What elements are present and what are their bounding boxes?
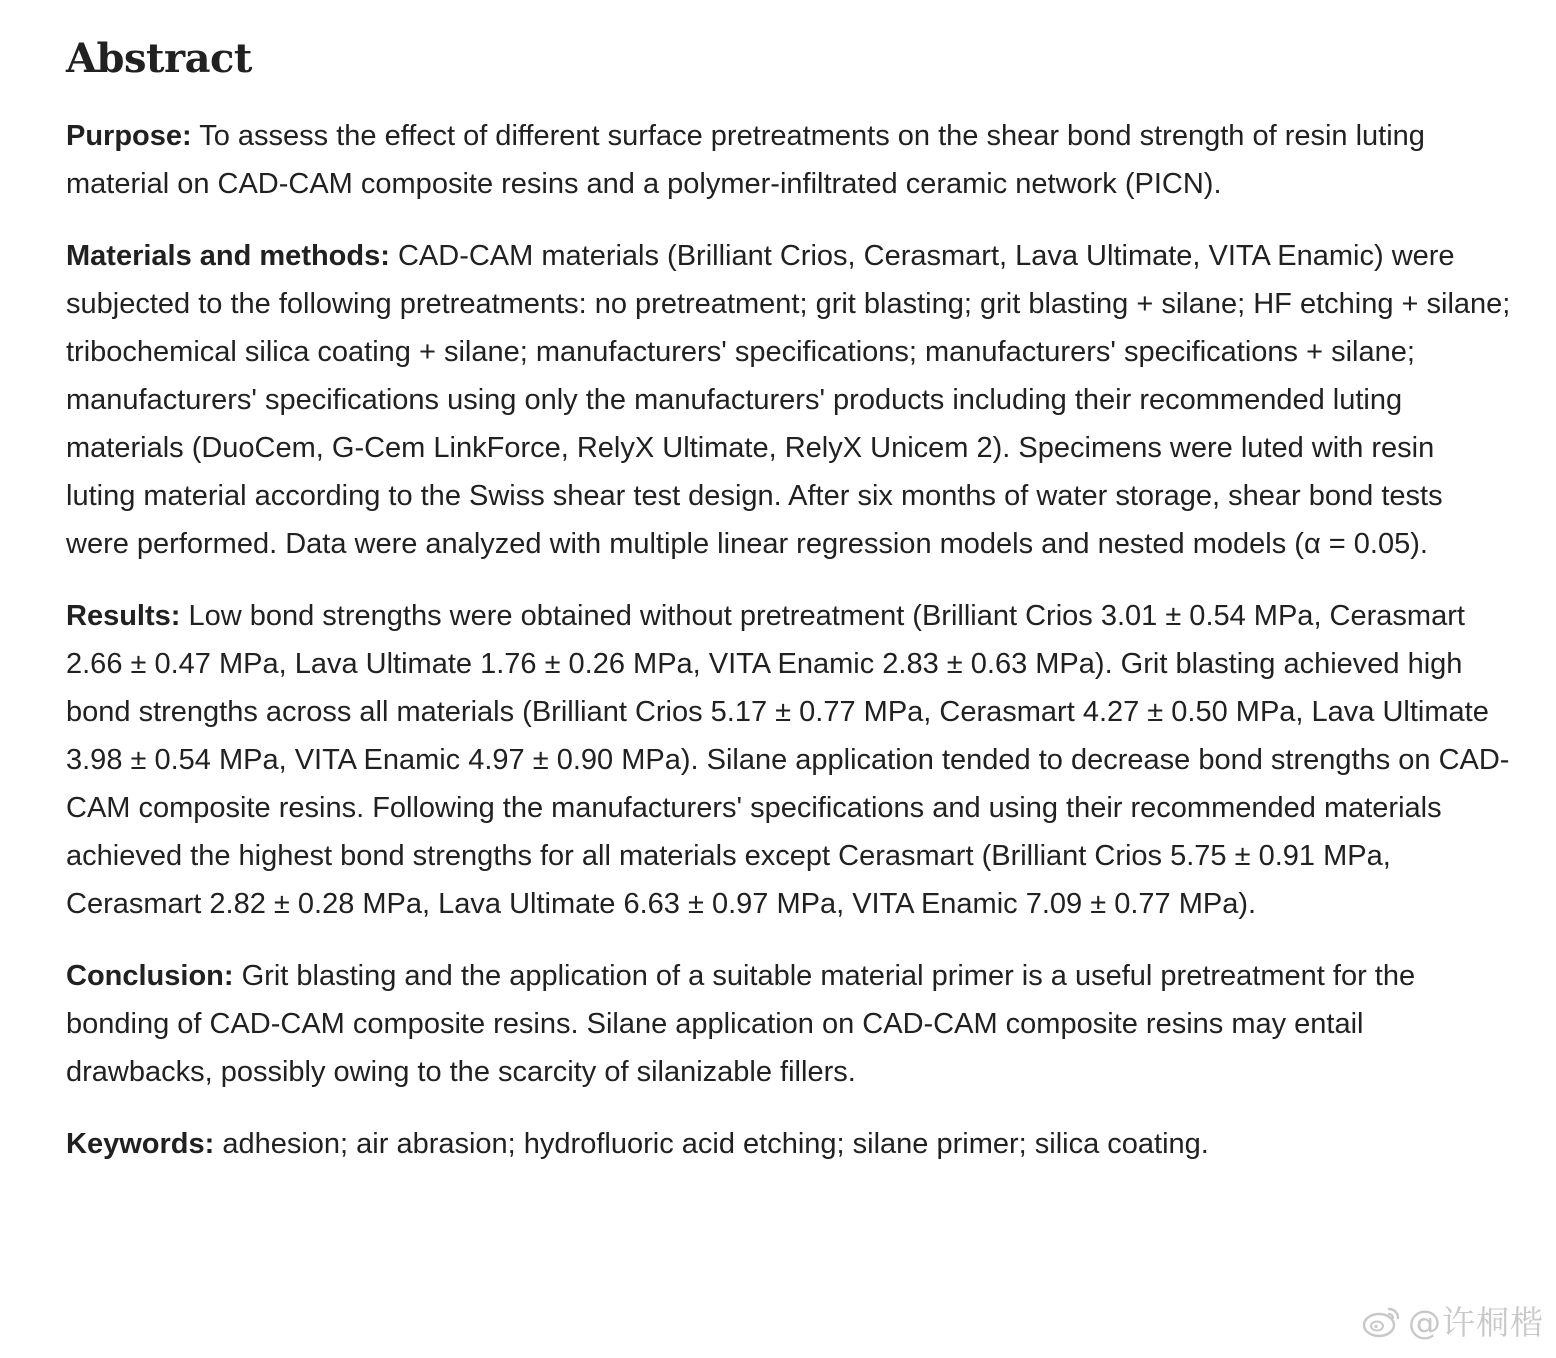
section-text-purpose: To assess the effect of different surface pretreatments on the shear bond strength of resin luting material on CAD-CAM composite resins and a polymer-infiltrated ceramic network (PICN).: [66, 120, 1425, 200]
abstract: [66, 30, 1511, 1192]
weibo-icon: [1362, 1304, 1402, 1338]
section-label-results: Results:: [66, 600, 181, 632]
section-label-conclusion: Conclusion:: [66, 960, 234, 992]
abstract-heading: Abstract: [66, 35, 252, 82]
abstract-purpose: [66, 112, 1511, 208]
section-text-conclusion: Grit blasting and the application of a suitable material primer is a useful pretreatment for the bonding of CAD-CAM composite resins. Silane application on CAD-CAM composite resins may entail drawbacks, possibly owing to the scarcity of silanizable fillers.: [66, 960, 1416, 1088]
abstract-results: [66, 592, 1511, 928]
section-label-keywords: Keywords:: [66, 1128, 215, 1160]
abstract-conclusion: [66, 952, 1511, 1096]
section-text-keywords: adhesion; air abrasion; hydrofluoric acid etching; silane primer; silica coating.: [222, 1128, 1209, 1160]
section-text-results: Low bond strengths were obtained without pretreatment (Brilliant Crios 3.01 ± 0.54 MPa, Cerasmart 2.66 ± 0.47 MPa, Lava Ultimate 1.76 ± 0.26 MPa, VITA Enamic 2.83 ± 0.63 MPa). Grit blasting achieved high bond strengths across all materials (Brilliant Crios 5.17 ± 0.77 MPa, Cerasmart 4.27 ± 0.50 MPa, Lava Ultimate 3.98 ± 0.54 MPa, VITA Enamic 4.97 ± 0.90 MPa). Silane application tended to decrease bond strengths on CAD-CAM composite resins. Following the manufacturers' specifications and using their recommended materials achieved the highest bond strengths for all materials except Cerasmart (Brilliant Crios 5.75 ± 0.91 MPa, Cerasmart 2.82 ± 0.28 MPa, Lava Ultimate 6.63 ± 0.97 MPa, VITA Enamic 7.09 ± 0.77 MPa).: [66, 600, 1510, 920]
abstract-keywords: [66, 1120, 1511, 1168]
section-label-materials-and-methods: Materials and methods:: [66, 240, 390, 272]
section-label-purpose: Purpose:: [66, 120, 192, 152]
watermark: [1362, 1297, 1544, 1344]
watermark-text: @许桐楷: [1408, 1303, 1544, 1342]
section-text-materials-and-methods: CAD-CAM materials (Brilliant Crios, Cerasmart, Lava Ultimate, VITA Enamic) were subjected to the following pretreatments: no pretreatment; grit blasting; grit blasting + silane; HF etching + silane; tribochemical silica coating + silane; manufacturers' specifications; manufacturers' specifications + silane; manufacturers' specifications using only the manufacturers' products including their recommended luting materials (DuoCem, G-Cem LinkForce, RelyX Ultimate, RelyX Unicem 2). Specimens were luted with resin luting material according to the Swiss shear test design. After six months of water storage, shear bond tests were performed. Data were analyzed with multiple linear regression models and nested models (α = 0.05).: [66, 240, 1511, 560]
abstract-materials-and-methods: [66, 232, 1511, 568]
